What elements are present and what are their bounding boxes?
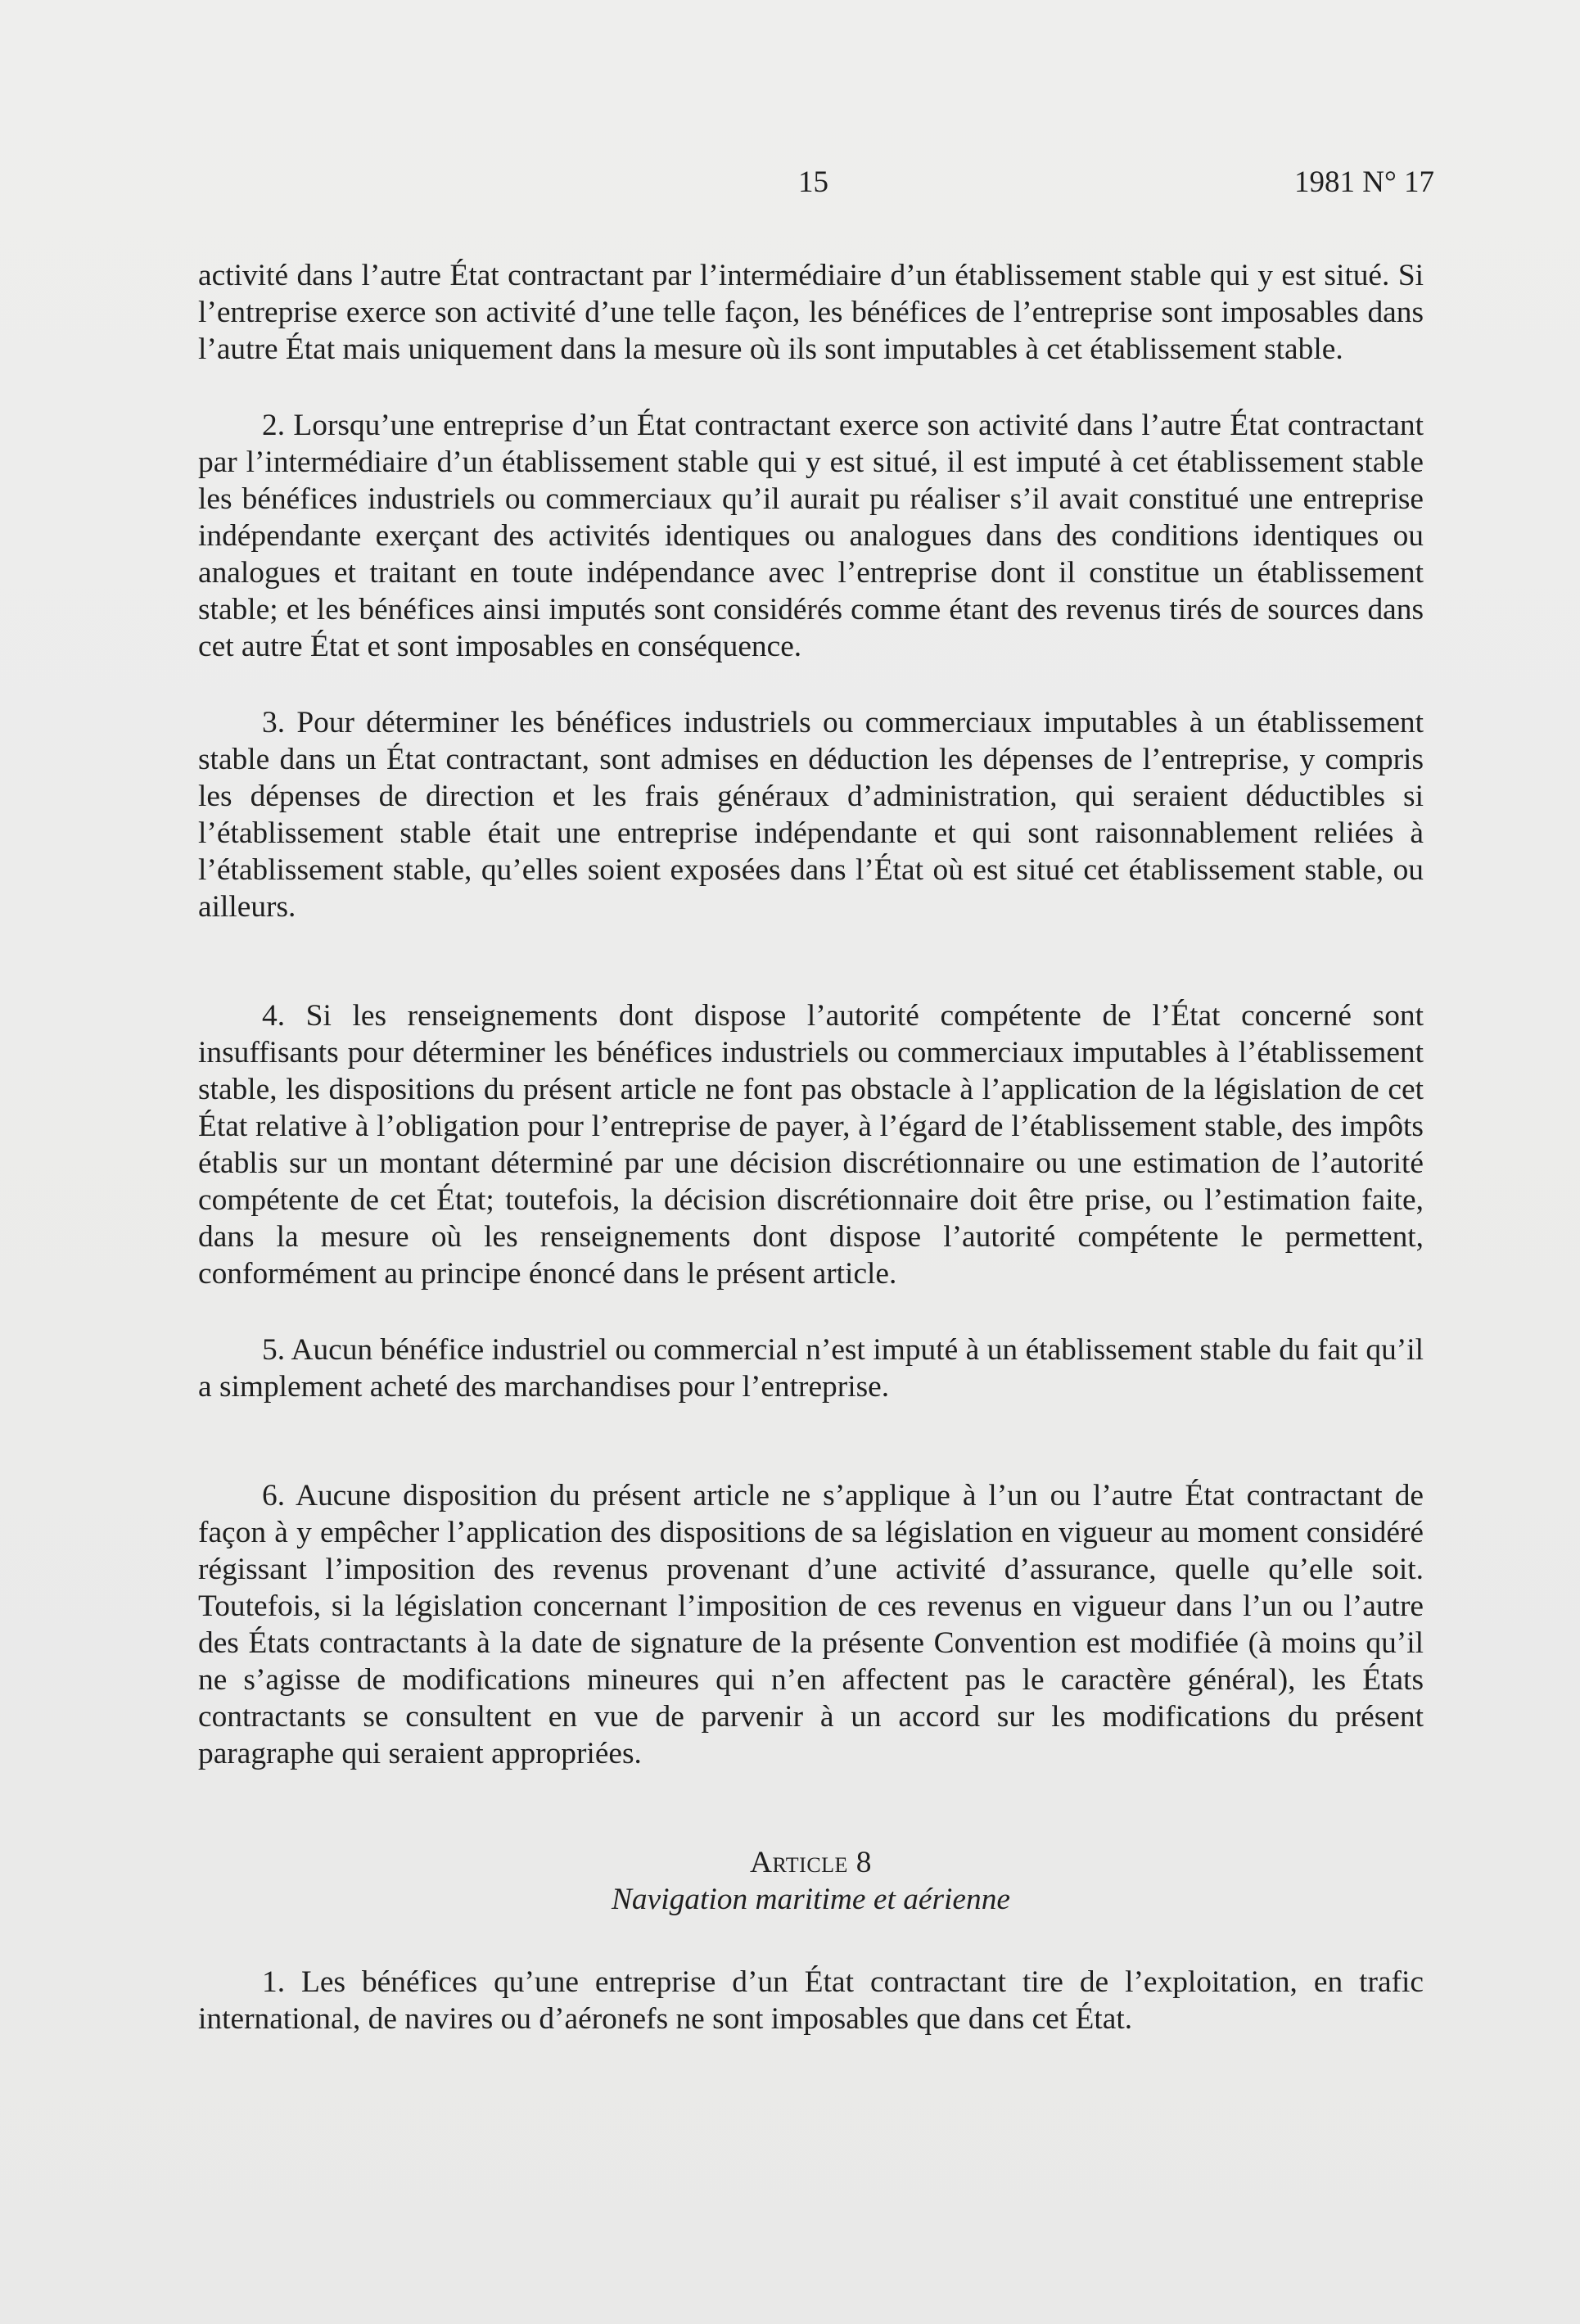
- document-reference: 1981 N° 17: [1293, 165, 1434, 199]
- paragraph-4: 4. Si les renseignements dont dispose l’autorité compétente de l’État concerné sont insuffisants pour déterminer les bénéfices industriels ou commerciaux imputables à l’établissement stable, les dispositions du présent article ne font pas obstacle à l’application de la législation de cet État relative à l’obligation pour l’entreprise de payer, à l’égard de l’établissement stable, des impôts établis sur un montant déterminé par une décision discrétionnaire ou une estimation de l’autorité compétente de cet État; toutefois, la décision discrétionnaire doit être prise, ou l’estimation faite, dans la mesure où les renseignements dont dispose l’autorité compétente le permettent, conformément au principe énoncé dans le présent article.: [198, 999, 1424, 1291]
- page-header: [196, 161, 1434, 205]
- page-number: 15: [798, 165, 828, 199]
- document-body: [198, 257, 1424, 2037]
- article-paragraph-1: 1. Les bénéfices qu’une entreprise d’un État contractant tire de l’exploitation, en trafic international, de navires ou d’aéronefs ne sont imposables que dans cet État.: [198, 1965, 1424, 2036]
- article-subtitle: Navigation maritime et aérienne: [611, 1883, 1011, 1916]
- paragraph-5: 5. Aucun bénéfice industriel ou commercial n’est imputé à un établissement stable du fait qu’il a simplement acheté des marchandises pour l’entreprise.: [198, 1333, 1424, 1404]
- paragraph-6: 6. Aucune disposition du présent article ne s’applique à l’un ou l’autre État contractant de façon à y empêcher l’application des dispositions de sa législation en vigueur au moment considéré régissant l’imposition des revenus provenant d’une activité d’assurance, quelle qu’elle soit. Toutefois, si la législation concernant l’imposition de ces revenus en vigueur dans l’un ou l’autre des États contractants à la date de signature de la présente Convention est modifiée (à moins qu’il ne s’agisse de modifications mineures qui n’en affectent pas le caractère général), les États contractants se consultent en vue de parvenir à un accord sur les modifications du présent paragraphe qui seraient appropriées.: [198, 1479, 1424, 1770]
- paragraph-continuation: activité dans l’autre État contractant par l’intermédiaire d’un établissement stable qui y est situé. Si l’entreprise exerce son activité d’une telle façon, les bénéfices de l’entreprise sont imposables dans l’autre État mais uniquement dans la mesure où ils sont imputables à cet établissement stable.: [198, 259, 1424, 366]
- article-title: Article 8: [750, 1846, 872, 1879]
- paragraph-2: 2. Lorsqu’une entreprise d’un État contractant exerce son activité dans l’autre État contractant par l’intermédiaire d’un établissement stable qui y est situé, il est imputé à cet établissement stable les bénéfices industriels ou commerciaux qu’il aurait pu réaliser s’il avait constitué une entreprise indépendante exerçant des activités identiques ou analogues dans des conditions identiques ou analogues et traitant en toute indépendance avec l’entreprise dont il constitue un établissement stable; et les bénéfices ainsi imputés sont considérés comme étant des revenus tirés de sources dans cet autre État et sont imposables en conséquence.: [198, 409, 1424, 663]
- paragraph-3: 3. Pour déterminer les bénéfices industriels ou commerciaux imputables à un établissement stable dans un État contractant, sont admises en déduction les dépenses de l’entreprise, y compris les dépenses de direction et les frais généraux d’administration, qui seraient déductibles si l’établissement stable était une entreprise indépendante et qui sont raisonnablement reliées à l’établissement stable, qu’elles soient exposées dans l’État où est situé cet établissement stable, ou ailleurs.: [198, 706, 1424, 924]
